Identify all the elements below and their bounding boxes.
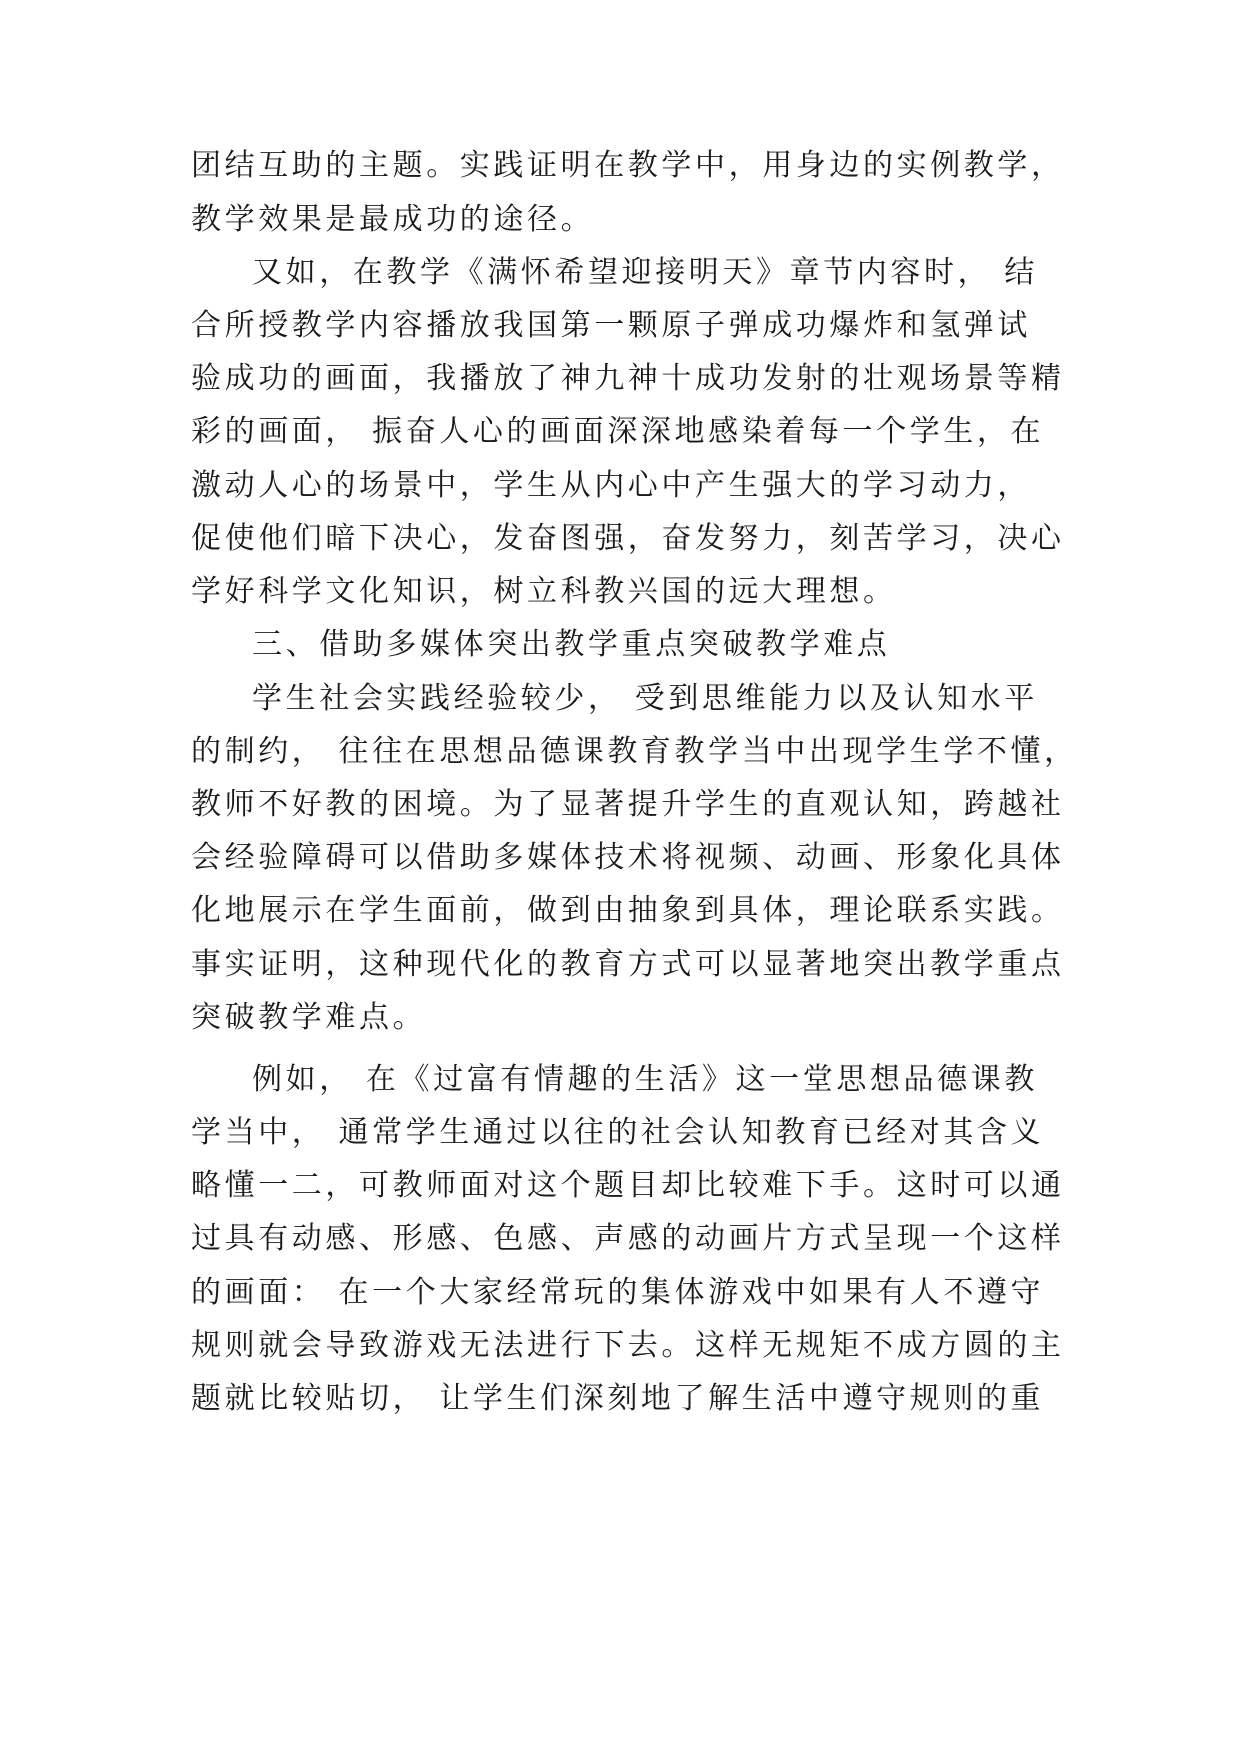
text-line: 题就比较贴切， 让学生们深刻地了解生活中遵守规则的重 xyxy=(191,1381,1045,1416)
text-line: 验成功的画面，我播放了神九神十成功发射的壮观场景等精 xyxy=(191,361,1065,396)
text-line: 激动人心的场景中，学生从内心中产生强大的学习动力， xyxy=(191,468,1031,503)
text-line: 促使他们暗下决心，发奋图强，奋发努力，刻苦学习，决心 xyxy=(191,521,1065,556)
text-line: 合所授教学内容播放我国第一颗原子弹成功爆炸和氢弹试 xyxy=(191,308,1031,343)
text-line: 规则就会导致游戏无法进行下去。这样无规矩不成方圆的主 xyxy=(191,1328,1065,1363)
text-line: 突破教学难点。 xyxy=(191,1000,427,1035)
text-line: 又如，在教学《满怀希望迎接明天》章节内容时， 结 xyxy=(252,255,1038,290)
text-line: 彩的画面， 振奋人心的画面深深地感染着每一个学生，在 xyxy=(191,414,1045,449)
text-line: 化地展示在学生面前，做到由抽象到具体，理论联系实践。 xyxy=(191,893,1065,928)
section-heading: 三、借助多媒体突出教学重点突破教学难点 xyxy=(252,627,891,662)
text-line: 略懂一二，可教师面对这个题目却比较难下手。这时可以通 xyxy=(191,1168,1065,1203)
text-line: 的画面： 在一个大家经常玩的集体游戏中如果有人不遵守 xyxy=(191,1275,1045,1310)
text-line: 事实证明，这种现代化的教育方式可以显著地突出教学重点 xyxy=(191,947,1065,982)
text-line: 的制约， 往往在思想品德课教育教学当中出现学生学不懂， xyxy=(191,734,1078,769)
text-line: 教学效果是最成功的途径。 xyxy=(191,202,595,237)
text-line: 学好科学文化知识，树立科教兴国的远大理想。 xyxy=(191,574,897,609)
text-line: 教师不好教的困境。为了显著提升学生的直观认知，跨越社 xyxy=(191,787,1065,822)
text-line: 团结互助的主题。实践证明在教学中，用身边的实例教学， xyxy=(191,148,1065,183)
text-line: 学当中， 通常学生通过以往的社会认知教育已经对其含义 xyxy=(191,1115,1045,1150)
text-line: 例如， 在《过富有情趣的生活》这一堂思想品德课教 xyxy=(252,1062,1038,1097)
text-line: 学生社会实践经验较少， 受到思维能力以及认知水平 xyxy=(252,681,1038,716)
text-line: 会经验障碍可以借助多媒体技术将视频、动画、形象化具体 xyxy=(191,840,1065,875)
text-line: 过具有动感、形感、色感、声感的动画片方式呈现一个这样 xyxy=(191,1221,1065,1256)
